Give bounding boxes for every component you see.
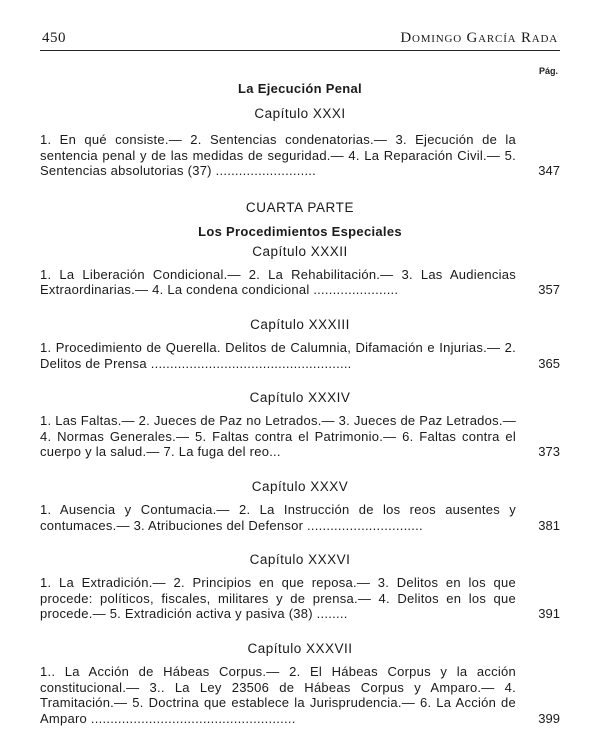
chapter-title: Capítulo XXXIV bbox=[249, 390, 351, 406]
running-head: Domingo García Rada bbox=[400, 30, 558, 46]
entry-text: 1. Ausencia y Contumacia.— 2. La Instrucción de los reos ausentes y contumaces.— 3. Atribuciones del Defensor .............................. bbox=[40, 501, 516, 533]
toc-entry bbox=[40, 575, 560, 622]
entry-page-number: 381 bbox=[538, 517, 560, 533]
section-title: Los Procedimientos Especiales bbox=[198, 223, 402, 239]
toc-entry bbox=[40, 502, 560, 533]
table-of-contents bbox=[40, 80, 560, 726]
entry-text: 1. En qué consiste.— 2. Sentencias condenatorias.— 3. Ejecución de la sentencia penal y de las medidas de seguridad.— 4. La Reparación Civil.— 5. Sentencias absolutorias (37) .......................... bbox=[40, 132, 516, 179]
toc-entry bbox=[40, 340, 560, 371]
entry-text: 1. La Liberación Condicional.— 2. La Rehabilitación.— 3. Las Audiencias Extraordinarias.— 4. La condena condicional ...................... bbox=[40, 266, 516, 298]
entry-page-number: 365 bbox=[538, 355, 560, 371]
entry-page-number: 399 bbox=[538, 710, 560, 726]
page-header bbox=[42, 30, 558, 52]
entry-text: 1. Procedimiento de Querella. Delitos de Calumnia, Difamación e Injurias.— 2. Delitos de Prensa .................................................... bbox=[40, 339, 516, 371]
chapter-title: Capítulo XXXIII bbox=[250, 316, 350, 332]
chapter-title: Capítulo XXXI bbox=[254, 106, 346, 121]
toc-entry bbox=[40, 413, 560, 460]
chapter-title: Capítulo XXXII bbox=[252, 243, 348, 259]
section-title: La Ejecución Penal bbox=[238, 81, 362, 96]
page-number: 450 bbox=[42, 30, 66, 46]
entry-page-number: 357 bbox=[538, 282, 560, 298]
chapter-title: Capítulo XXXVII bbox=[247, 640, 353, 656]
entry-page-number: 347 bbox=[538, 163, 560, 179]
toc-entry bbox=[40, 267, 560, 298]
entry-text: 1. Las Faltas.— 2. Jueces de Paz no Letrados.— 3. Jueces de Paz Letrados.— 4. Normas Generales.— 5. Faltas contra el Patrimonio.— 6. Faltas contra el cuerpo y la salud.— 7. La fuga del reo... bbox=[40, 413, 516, 460]
entry-text: 1. La Extradición.— 2. Principios en que reposa.— 3. Delitos en los que procede: políticos, fiscales, militares y de prensa.— 4. Delitos en los que procede.— 5. Extradición activa y pasiva (38) ........ bbox=[40, 575, 516, 622]
entry-page-number: 391 bbox=[538, 606, 560, 622]
entry-page-number: 373 bbox=[538, 444, 560, 460]
toc-entry bbox=[40, 664, 560, 726]
chapter-title: Capítulo XXXVI bbox=[249, 552, 351, 568]
chapter-title: Capítulo XXXV bbox=[251, 478, 349, 494]
page-column-label: Pág. bbox=[538, 66, 558, 76]
toc-entry bbox=[40, 132, 560, 179]
header-rule bbox=[40, 50, 560, 51]
part-title: CUARTA PARTE bbox=[245, 199, 355, 215]
entry-text: 1.. La Acción de Hábeas Corpus.— 2. El Hábeas Corpus y la acción constitucional.— 3.. La Ley 23506 de Hábeas Corpus y Amparo.— 4. Tramitación.— 5. Doctrina que establece la Jurisprudencia.— 6. La Acción de Amparo ..................................................... bbox=[40, 663, 516, 726]
